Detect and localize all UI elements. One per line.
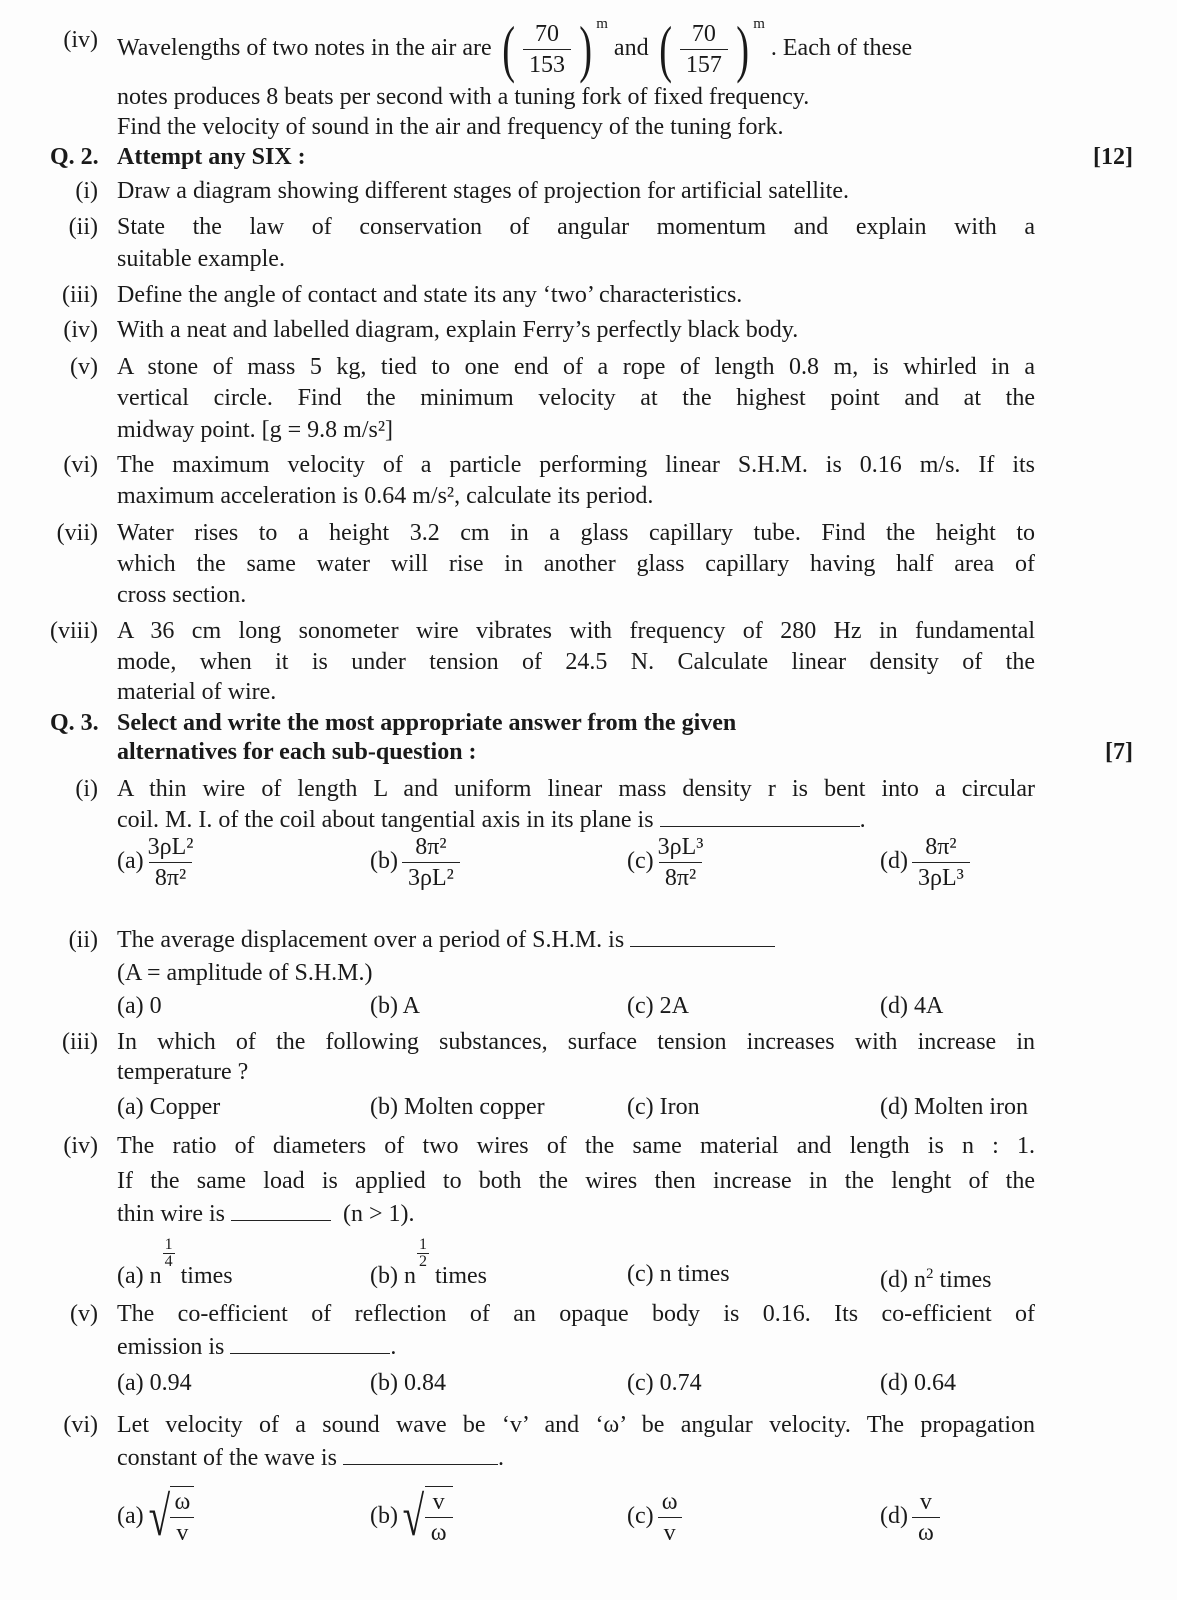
option-label: (a) [117,848,144,874]
option-text: n times [659,1261,730,1287]
option-label: (c) [627,1094,654,1120]
option-label: (b) [370,1370,398,1396]
q1-text: Wavelengths of two notes in the air are [117,35,492,61]
sqrt-icon: √ $\frac{v}{\omega}$ [398,1486,457,1548]
answer-blank [230,1353,390,1354]
denominator: 3ρL² [402,862,460,893]
q3-item-line: Let velocity of a sound wave be ‘v’ and ‘ω’ be angular velocity. The propagation [117,1412,1035,1438]
q2-item-line: cross section. [117,582,247,608]
q2-item-label: (ii) [68,214,98,240]
option-text: Copper [149,1094,221,1120]
q2-item-line: which the same water will rise in another glass capillary having half area of [117,551,1035,577]
q2-item-line: Draw a diagram showing different stages of projection for artificial satellite. [117,178,849,204]
line-text: thin wire is [117,1201,225,1227]
q3-item-line [117,925,1035,956]
q3-item-line: emission is . [117,1334,397,1360]
q3-item-line: coil. M. I. of the coil about tangential axis in its plane is . [117,807,866,833]
q2-title: Attempt any SIX : [117,144,306,170]
q2-item-line: A 36 cm long sonometer wire vibrates with frequency of 280 Hz in fundamental [117,618,1035,644]
answer-blank [630,946,775,947]
exp-denominator: 4 [164,1253,173,1270]
option-text: 0.74 [659,1370,702,1396]
option-text: times [939,1267,992,1293]
denominator: v [658,1517,682,1548]
q3-item-label: (iii) [62,1029,98,1055]
option-label: (b) [370,1503,398,1529]
option-label: (b) [370,1094,398,1120]
line-text: The average displacement over a period of S.H.M. is [117,927,625,953]
option-label: (c) [627,993,654,1019]
exponent: 2 [925,1266,934,1282]
numerator: ω [661,1488,678,1515]
numerator: 8π² [925,833,957,860]
option-text: 0.94 [149,1370,192,1396]
and-text: and [613,35,649,61]
line-text: emission is [117,1334,225,1360]
option-label: (b) [370,993,398,1019]
q3-item-label: (ii) [68,927,98,953]
sqrt-icon: √ $\frac{\omega}{v}$ [144,1486,199,1548]
q2-item-line: Define the angle of contact and state its any ‘two’ characteristics. [117,282,743,308]
q3-title: Select and write the most appropriate answer from the given [117,710,737,736]
q3-item-label: (v) [70,1301,98,1327]
denominator: 8π² [659,862,702,893]
base: n [913,1267,926,1293]
q2-item-line: midway point. [g = 9.8 m/s²] [117,417,394,443]
q3-item-line: (A = amplitude of S.H.M.) [117,960,373,986]
option-text: 2A [659,993,689,1019]
q3-number: Q. 3. [50,710,99,736]
q3-item-line: constant of the wave is . [117,1445,504,1471]
q2-item-label: (i) [75,178,98,204]
q3-item-label: (i) [75,776,98,802]
q3-item-label: (vi) [63,1412,98,1438]
line-text: constant of the wave is [117,1445,337,1471]
denominator: 153 [523,49,571,80]
fraction [680,19,728,80]
q2-item-label: (v) [70,354,98,380]
numerator: v [432,1489,445,1516]
option-label: (c) [627,1370,654,1396]
fraction [523,19,571,80]
q3-title: alternatives for each sub-question : [117,739,477,765]
option-a [117,991,162,1022]
q3-item-line: The ratio of diameters of two wires of the same material and length is n : 1. [117,1133,1035,1159]
option-label: (d) [880,1267,908,1293]
line-text: (n > 1). [343,1201,415,1227]
base: n [403,1263,416,1289]
option-text: 4A [913,993,944,1019]
q2-item-line: suitable example. [117,246,285,272]
numerator: 70 [534,20,559,47]
option-b [370,1092,545,1123]
denominator: ω [425,1517,453,1548]
option-c [627,1485,686,1547]
denominator: 157 [680,49,728,80]
option-a [117,1236,233,1290]
exponent: m [596,16,608,32]
q2-number: Q. 2. [50,144,99,170]
option-text: A [402,993,421,1019]
option-label: (d) [880,1503,908,1529]
option-d [880,1259,992,1293]
exp-denominator: 2 [418,1253,427,1270]
option-c [627,830,707,892]
q2-item-label: (vi) [63,452,98,478]
q2-item-line: vertical circle. Find the minimum velocity at the highest point and at the [117,385,1035,411]
option-c [627,1092,700,1123]
q3-item-line [117,1199,1035,1230]
option-a [117,1485,198,1547]
exp-numerator: 1 [418,1236,427,1253]
q2-item-label: (iv) [63,317,98,343]
option-c [627,991,689,1022]
option-d [880,1368,956,1399]
exponent: m [753,16,765,32]
option-text: 0 [149,993,162,1019]
option-a [117,1092,220,1123]
option-d [880,1092,1028,1123]
q2-item-line: The maximum velocity of a particle performing linear S.H.M. is 0.16 m/s. If its [117,452,1035,478]
option-d [880,1485,944,1547]
option-b [370,1485,457,1547]
option-text: times [434,1263,487,1289]
option-text: Molten copper [403,1094,545,1120]
option-label: (b) [370,848,398,874]
option-label: (d) [880,848,908,874]
answer-blank [343,1464,498,1465]
q3-item-label: (iv) [63,1133,98,1159]
option-d [880,991,943,1022]
q2-item-line: Water rises to a height 3.2 cm in a glass capillary tube. Find the height to [117,520,1035,546]
answer-blank [660,826,860,827]
line-text: coil. M. I. of the coil about tangential axis in its plane is [117,807,654,833]
q2-item-line: maximum acceleration is 0.64 m/s², calculate its period. [117,483,654,509]
option-label: (a) [117,1263,144,1289]
q2-marks: [12] [1093,144,1133,170]
option-label: (b) [370,1263,398,1289]
q1-iv-label: (iv) [63,27,98,53]
q2-item-label: (viii) [50,618,98,644]
numerator: 8π² [415,833,447,860]
answer-blank [231,1220,331,1221]
option-c [627,1368,702,1399]
q2-item-line: material of wire. [117,679,277,705]
q2-item-label: (iii) [62,282,98,308]
option-a [117,830,197,892]
q2-item-line: With a neat and labelled diagram, explain Ferry’s perfectly black body. [117,317,799,343]
q3-item-line: The co-efficient of reflection of an opaque body is 0.16. Its co-efficient of [117,1301,1035,1327]
option-label: (a) [117,1370,144,1396]
denominator: 3ρL³ [912,862,970,893]
numerator: v [919,1488,932,1515]
option-text: 0.84 [403,1370,446,1396]
denominator: ω [912,1517,940,1548]
option-b [370,1236,487,1290]
option-label: (d) [880,1094,908,1120]
denominator: 8π² [149,862,192,893]
q2-item-line: State the law of conservation of angular momentum and explain with a [117,214,1035,240]
q3-marks: [7] [1105,739,1133,765]
option-label: (d) [880,1370,908,1396]
option-label: (c) [627,1503,654,1529]
numerator: 3ρL² [147,833,194,860]
option-b [370,1368,446,1399]
q1-text: . Each of these [770,35,913,61]
option-c [627,1259,730,1290]
q1-iv-first-line: Wavelengths of two notes in the air are ( $\frac{70}{153}$ ) $^m$ and ( $\frac{70}{157}$ ) $^m$ . Each of these [117,13,913,85]
q2-item-label: (vii) [56,520,98,546]
numerator: 70 [691,20,716,47]
option-b [370,991,420,1022]
q1-line: notes produces 8 beats per second with a tuning fork of fixed frequency. [117,84,810,110]
numerator: ω [174,1489,191,1516]
option-label: (c) [627,848,654,874]
numerator: 3ρL³ [657,833,704,860]
exp-numerator: 1 [164,1236,173,1253]
base: n [149,1263,162,1289]
q3-item-line: A thin wire of length L and uniform linear mass density r is bent into a circular [117,776,1035,802]
q1-line: Find the velocity of sound in the air and frequency of the tuning fork. [117,114,784,140]
option-label: (a) [117,993,144,1019]
q2-item-line: A stone of mass 5 kg, tied to one end of a rope of length 0.8 m, is whirled in a [117,354,1035,380]
q3-item-line: temperature ? [117,1059,249,1085]
q3-item-line: If the same load is applied to both the wires then increase in the lenght of the [117,1168,1035,1194]
option-text: Molten iron [913,1094,1028,1120]
q3-item-line: In which of the following substances, surface tension increases with increase in [117,1029,1035,1055]
option-b [370,830,464,892]
option-text: times [180,1263,233,1289]
option-d [880,830,974,892]
option-label: (d) [880,993,908,1019]
option-label: (a) [117,1094,144,1120]
option-text: Iron [659,1094,700,1120]
option-a [117,1368,192,1399]
option-label: (c) [627,1261,654,1287]
denominator: v [170,1517,194,1548]
option-text: 0.64 [913,1370,956,1396]
option-label: (a) [117,1503,144,1529]
q2-item-line: mode, when it is under tension of 24.5 N. Calculate linear density of the [117,649,1035,675]
